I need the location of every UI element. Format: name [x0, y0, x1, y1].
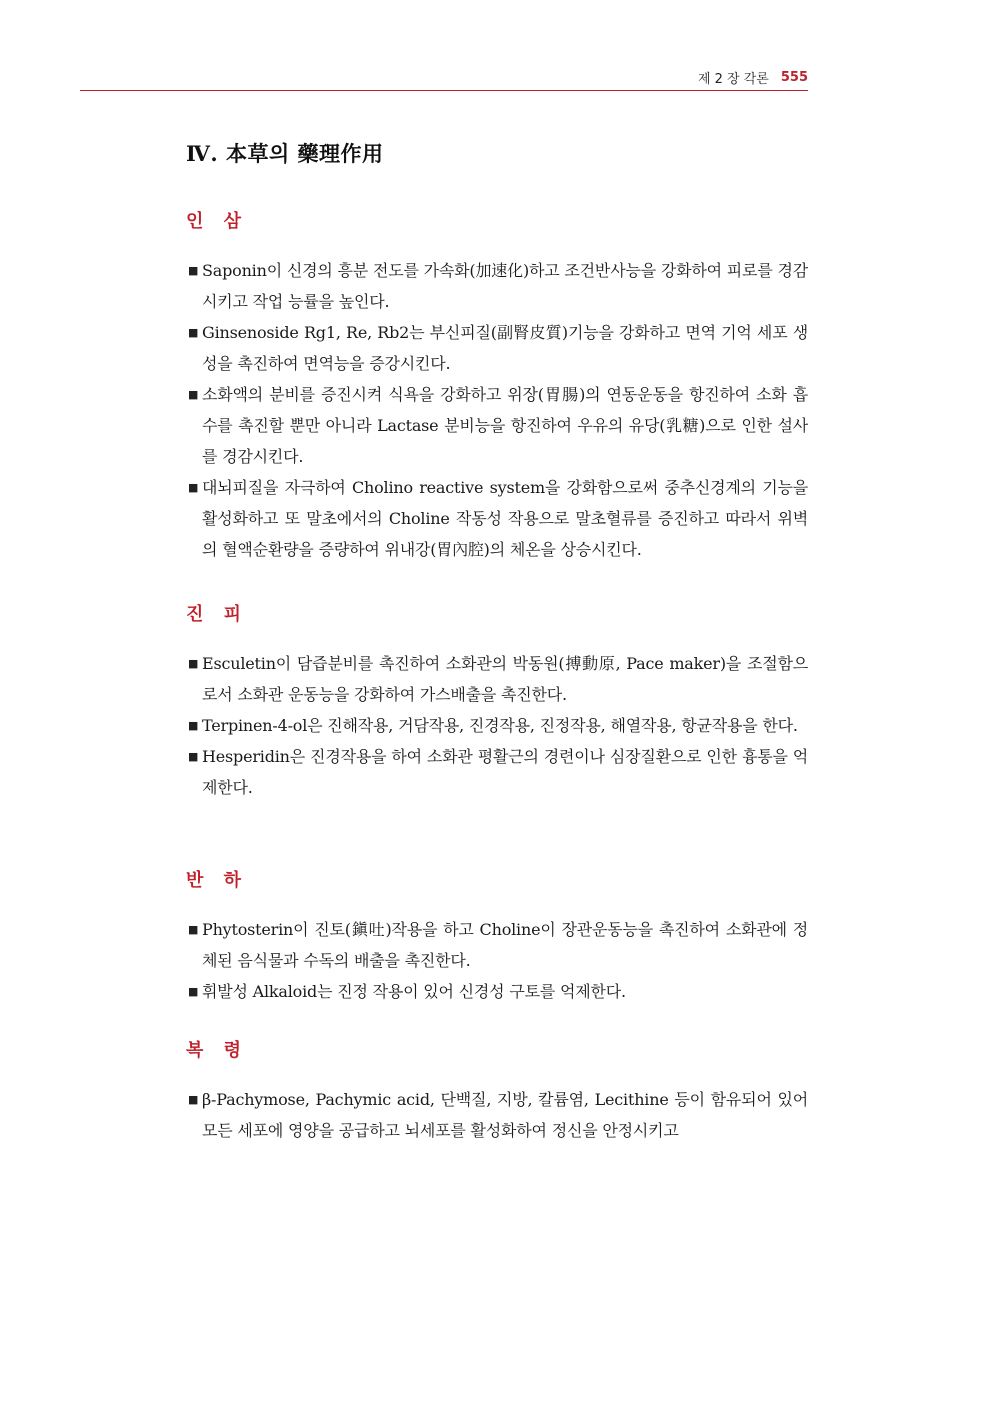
item-text: Ginsenoside Rg1, Re, Rb2는 부신피질(副腎皮質)기능을 강화하고 면역 기억 세포 생성을 촉진하여 면역능을 증강시킨다.	[202, 323, 808, 373]
bullet-icon: ■	[188, 264, 199, 277]
item-text: β-Pachymose, Pachymic acid, 단백질, 지방, 칼륨염, Lecithine 등이 함유되어 있어 모든 세포에 영양을 공급하고 뇌세포를 활성화하여 정신을 안정시키고	[202, 1090, 808, 1140]
list-item	[186, 255, 808, 317]
section-citrus-peel	[186, 602, 808, 803]
bullet-icon: ■	[188, 923, 199, 936]
list-item	[186, 317, 808, 379]
bullet-icon: ■	[188, 750, 199, 763]
list-item	[186, 976, 808, 1007]
item-text: Hesperidin은 진경작용을 하여 소화관 평활근의 경련이나 심장질환으로 인한 흉통을 억제한다.	[202, 747, 808, 797]
page-number: 555	[780, 69, 808, 85]
section-poria	[186, 1038, 808, 1146]
page-title: Ⅳ. 本草의 藥理作用	[186, 141, 384, 166]
item-text: 휘발성 Alkaloid는 진정 작용이 있어 신경성 구토를 억제한다.	[202, 982, 626, 1001]
item-text: 대뇌피질을 자극하여 Cholino reactive system을 강화함으로써 중추신경계의 기능을 활성화하고 또 말초에서의 Choline 작동성 작용으로 말초혈류를 증진하고 따라서 위벽의 혈액순환량을 증량하여 위내강(胃內腔)의 체온을 상승시킨다.	[202, 478, 808, 559]
section-heading: 복 령	[186, 1040, 249, 1061]
item-text: Terpinen-4-ol은 진해작용, 거담작용, 진경작용, 진정작용, 해열작용, 항균작용을 한다.	[202, 716, 798, 735]
item-text: Esculetin이 담즙분비를 촉진하여 소화관의 박동원(搏動原, Pace maker)을 조절함으로서 소화관 운동능을 강화하여 가스배출을 촉진한다.	[202, 654, 808, 704]
bullet-icon: ■	[188, 719, 199, 732]
bullet-icon: ■	[188, 388, 199, 401]
item-text: Phytosterin이 진토(鎭吐)작용을 하고 Choline이 장관운동능을 촉진하여 소화관에 정체된 음식물과 수독의 배출을 촉진한다.	[202, 920, 808, 970]
section-pinellia	[186, 868, 808, 1007]
section-ginseng	[186, 209, 808, 565]
section-heading: 인 삼	[186, 211, 249, 232]
list-item	[186, 472, 808, 565]
list-item	[186, 710, 808, 741]
item-text: Saponin이 신경의 흥분 전도를 가속화(加速化)하고 조건반사능을 강화하여 피로를 경감시키고 작업 능률을 높인다.	[202, 261, 808, 311]
list-item	[186, 914, 808, 976]
item-text: 소화액의 분비를 증진시켜 식욕을 강화하고 위장(胃腸)의 연동운동을 항진하여 소화 흡수를 촉진할 뿐만 아니라 Lactase 분비능을 항진하여 우유의 유당(乳糖)으로 인한 설사를 경감시킨다.	[202, 385, 808, 466]
list-item	[186, 648, 808, 710]
list-item	[186, 379, 808, 472]
bullet-icon: ■	[188, 657, 199, 670]
section-heading: 반 하	[186, 870, 249, 891]
bullet-icon: ■	[188, 326, 199, 339]
bullet-icon: ■	[188, 1093, 199, 1106]
bullet-icon: ■	[188, 985, 199, 998]
list-item	[186, 741, 808, 803]
section-heading: 진 피	[186, 604, 249, 625]
page-header	[80, 64, 808, 91]
chapter-label: 제 2 장 각론	[697, 71, 769, 87]
list-item	[186, 1084, 808, 1146]
bullet-icon: ■	[188, 481, 199, 494]
